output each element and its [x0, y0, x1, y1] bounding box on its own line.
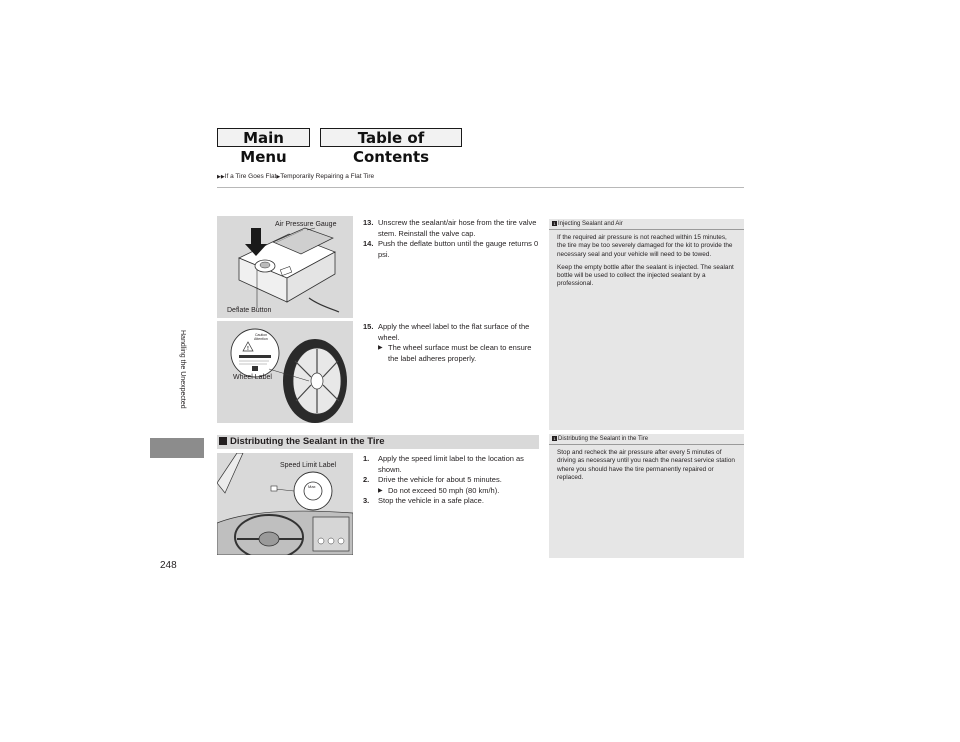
note-header — [549, 219, 744, 230]
step-note-text: Do not exceed 50 mph (80 km/h). — [388, 485, 500, 495]
step-number: 14. — [363, 239, 374, 248]
arrow-icon: ▶ — [378, 487, 383, 494]
note-injecting-sealant — [549, 219, 744, 430]
step-number: 13. — [363, 218, 374, 227]
deflate-button-label: Deflate Button — [227, 307, 272, 314]
sticker-caution-text: Caution — [255, 333, 268, 337]
step-text: Unscrew the sealant/air hose from the tire valve stem. Reinstall the valve cap. — [378, 218, 537, 238]
step-text: Apply the speed limit label to the location as shown. — [378, 454, 524, 474]
note-distributing-sealant — [549, 434, 744, 558]
step-13 — [363, 218, 543, 239]
speed-limit-illustration — [217, 453, 353, 555]
step-text: Apply the wheel label to the flat surface of the wheel. — [378, 322, 530, 342]
step-2 — [363, 475, 543, 496]
breadcrumb-level2[interactable]: Temporarily Repairing a Flat Tire — [280, 173, 375, 180]
step-1 — [363, 454, 543, 475]
step-14 — [363, 239, 543, 260]
step-text: Stop the vehicle in a safe place. — [378, 496, 484, 505]
gauge-illustration — [217, 216, 353, 318]
note-body — [549, 230, 744, 289]
step-number: 3. — [363, 496, 370, 505]
sticker-attention-text: Attention — [254, 337, 268, 341]
svg-text:!: ! — [247, 346, 249, 352]
main-menu-button[interactable]: Main Menu — [217, 128, 310, 147]
section-square-icon — [219, 437, 227, 445]
speed-limit-label-caption: Speed Limit Label — [280, 462, 337, 469]
note-body — [549, 445, 744, 482]
wheel-label-caption: Wheel Label — [233, 374, 272, 381]
step-note-text: The wheel surface must be clean to ensure the label adheres properly. — [388, 343, 532, 363]
step-number: 1. — [363, 454, 370, 463]
breadcrumb-arrow-icon: ▶▶ — [217, 174, 225, 180]
speed-sticker-text: Max — [308, 484, 316, 489]
step-number: 15. — [363, 322, 374, 331]
arrow-icon: ▶ — [378, 345, 383, 351]
note-header — [549, 434, 744, 445]
breadcrumb-arrow-icon: ▶ — [276, 174, 281, 180]
note-paragraph: Stop and recheck the air pressure after every 5 minutes of driving as necessary until you reach the nearest service station where you should have the tire permanently repaired or replaced. — [557, 449, 735, 481]
step-15 — [363, 322, 543, 364]
breadcrumb — [217, 173, 374, 180]
note-paragraph: Keep the empty bottle after the sealant is injected. The sealant bottle will be used to collect the injected sealant by a professional. — [557, 263, 734, 288]
step-number: 2. — [363, 475, 370, 484]
section-heading — [217, 435, 539, 449]
wheel-illustration — [217, 321, 353, 423]
page-number: 248 — [160, 560, 177, 571]
side-tab-label: Handling the Unexpected — [179, 330, 186, 409]
note-title: Distributing the Sealant in the Tire — [558, 436, 649, 442]
step-note — [378, 343, 543, 364]
air-pressure-gauge-label: Air Pressure Gauge — [275, 221, 337, 228]
steps-1-3 — [363, 454, 543, 507]
step-text: Push the deflate button until the gauge returns 0 psi. — [378, 239, 539, 259]
section-title: Distributing the Sealant in the Tire — [230, 436, 385, 447]
side-tab-marker — [150, 438, 204, 458]
breadcrumb-level1[interactable]: If a Tire Goes Flat — [224, 173, 277, 180]
note-paragraph: If the required air pressure is not reached within 15 minutes, the tire may be too severely damaged for the kit to provide the necessary seal and your vehicle will need to be towed. — [557, 234, 733, 258]
step-15-block — [363, 322, 543, 364]
reference-icon: 1 — [553, 436, 556, 441]
steps-13-14 — [363, 218, 543, 260]
note-title: Injecting Sealant and Air — [558, 221, 623, 227]
reference-icon: 1 — [553, 221, 556, 226]
table-of-contents-button[interactable]: Table of Contents — [320, 128, 462, 147]
header-divider — [217, 187, 744, 188]
step-note — [378, 486, 543, 497]
step-text: Drive the vehicle for about 5 minutes. — [378, 475, 502, 484]
step-3 — [363, 496, 543, 507]
